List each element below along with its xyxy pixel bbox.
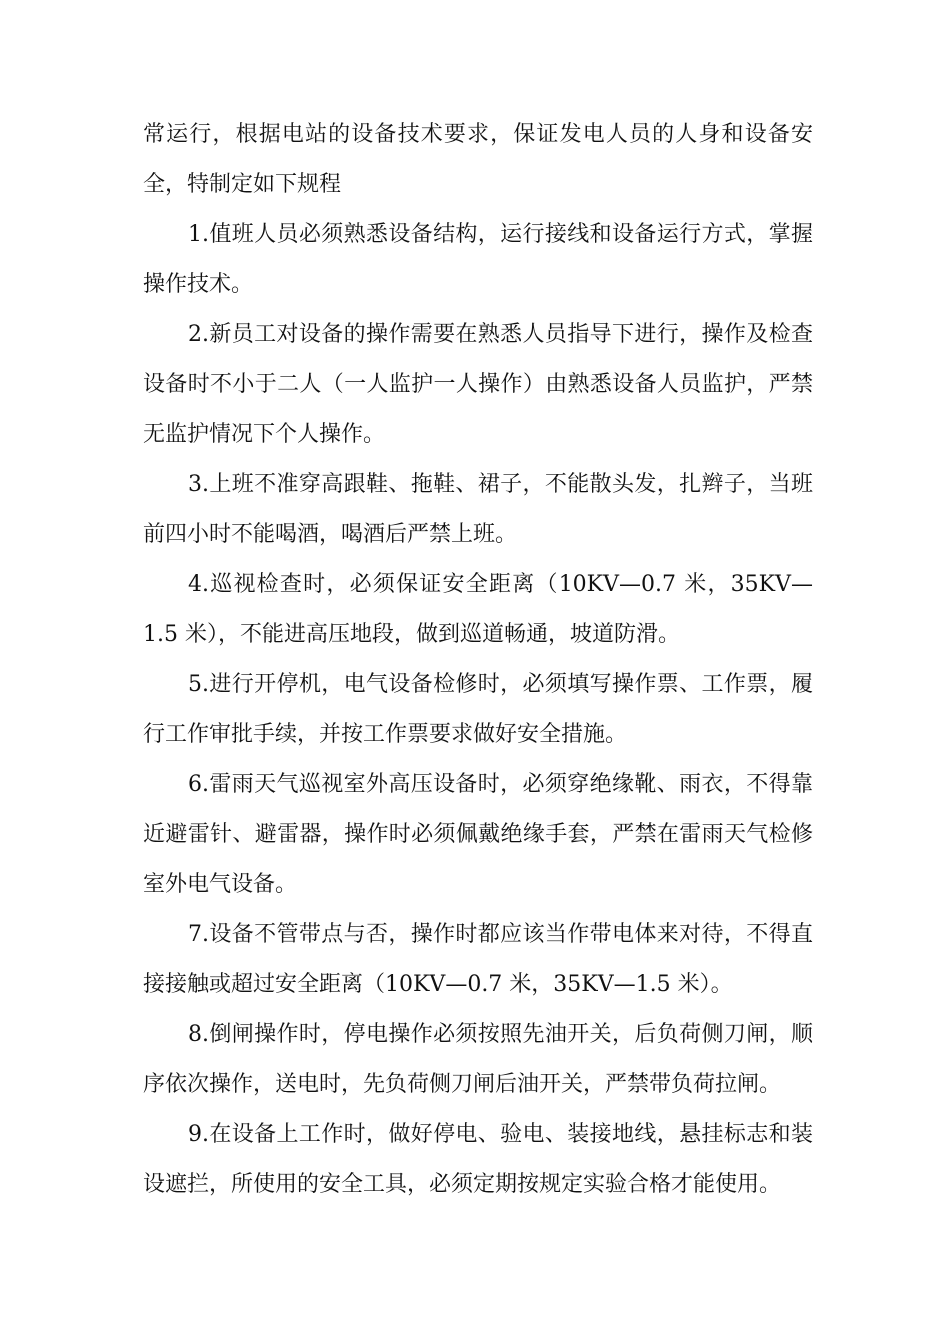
rule-paragraph-7: 7.设备不管带点与否，操作时都应该当作带电体来对待，不得直接接触或超过安全距离（10KV—0.7 米，35KV—1.5 米）。 [143, 922, 813, 997]
rule-paragraph-5: 5.进行开停机，电气设备检修时，必须填写操作票、工作票，履行工作审批手续，并按工作票要求做好安全措施。 [143, 672, 813, 747]
rule-paragraph-8: 8.倒闸操作时，停电操作必须按照先油开关，后负荷侧刀闸，顺序依次操作，送电时，先负荷侧刀闸后油开关，严禁带负荷拉闸。 [143, 1022, 813, 1097]
rule-paragraph-6: 6.雷雨天气巡视室外高压设备时，必须穿绝缘靴、雨衣，不得靠近避雷针、避雷器，操作时必须佩戴绝缘手套，严禁在雷雨天气检修室外电气设备。 [143, 772, 813, 897]
opening-paragraph: 常运行，根据电站的设备技术要求，保证发电人员的人身和设备安全，特制定如下规程 [143, 122, 813, 197]
rule-paragraph-3: 3.上班不准穿高跟鞋、拖鞋、裙子，不能散头发，扎辫子，当班前四小时不能喝酒，喝酒后严禁上班。 [143, 472, 813, 547]
document-body [143, 110, 813, 1210]
rule-paragraph-9: 9.在设备上工作时，做好停电、验电、装接地线，悬挂标志和装设遮拦，所使用的安全工具，必须定期按规定实验合格才能使用。 [143, 1122, 813, 1197]
rule-paragraph-1: 1.值班人员必须熟悉设备结构，运行接线和设备运行方式，掌握操作技术。 [143, 222, 813, 297]
rule-paragraph-4: 4.巡视检查时，必须保证安全距离（10KV—0.7 米，35KV—1.5 米），不能进高压地段，做到巡道畅通，坡道防滑。 [143, 572, 813, 647]
rule-paragraph-2: 2.新员工对设备的操作需要在熟悉人员指导下进行，操作及检查设备时不小于二人（一人监护一人操作）由熟悉设备人员监护，严禁无监护情况下个人操作。 [143, 322, 813, 447]
